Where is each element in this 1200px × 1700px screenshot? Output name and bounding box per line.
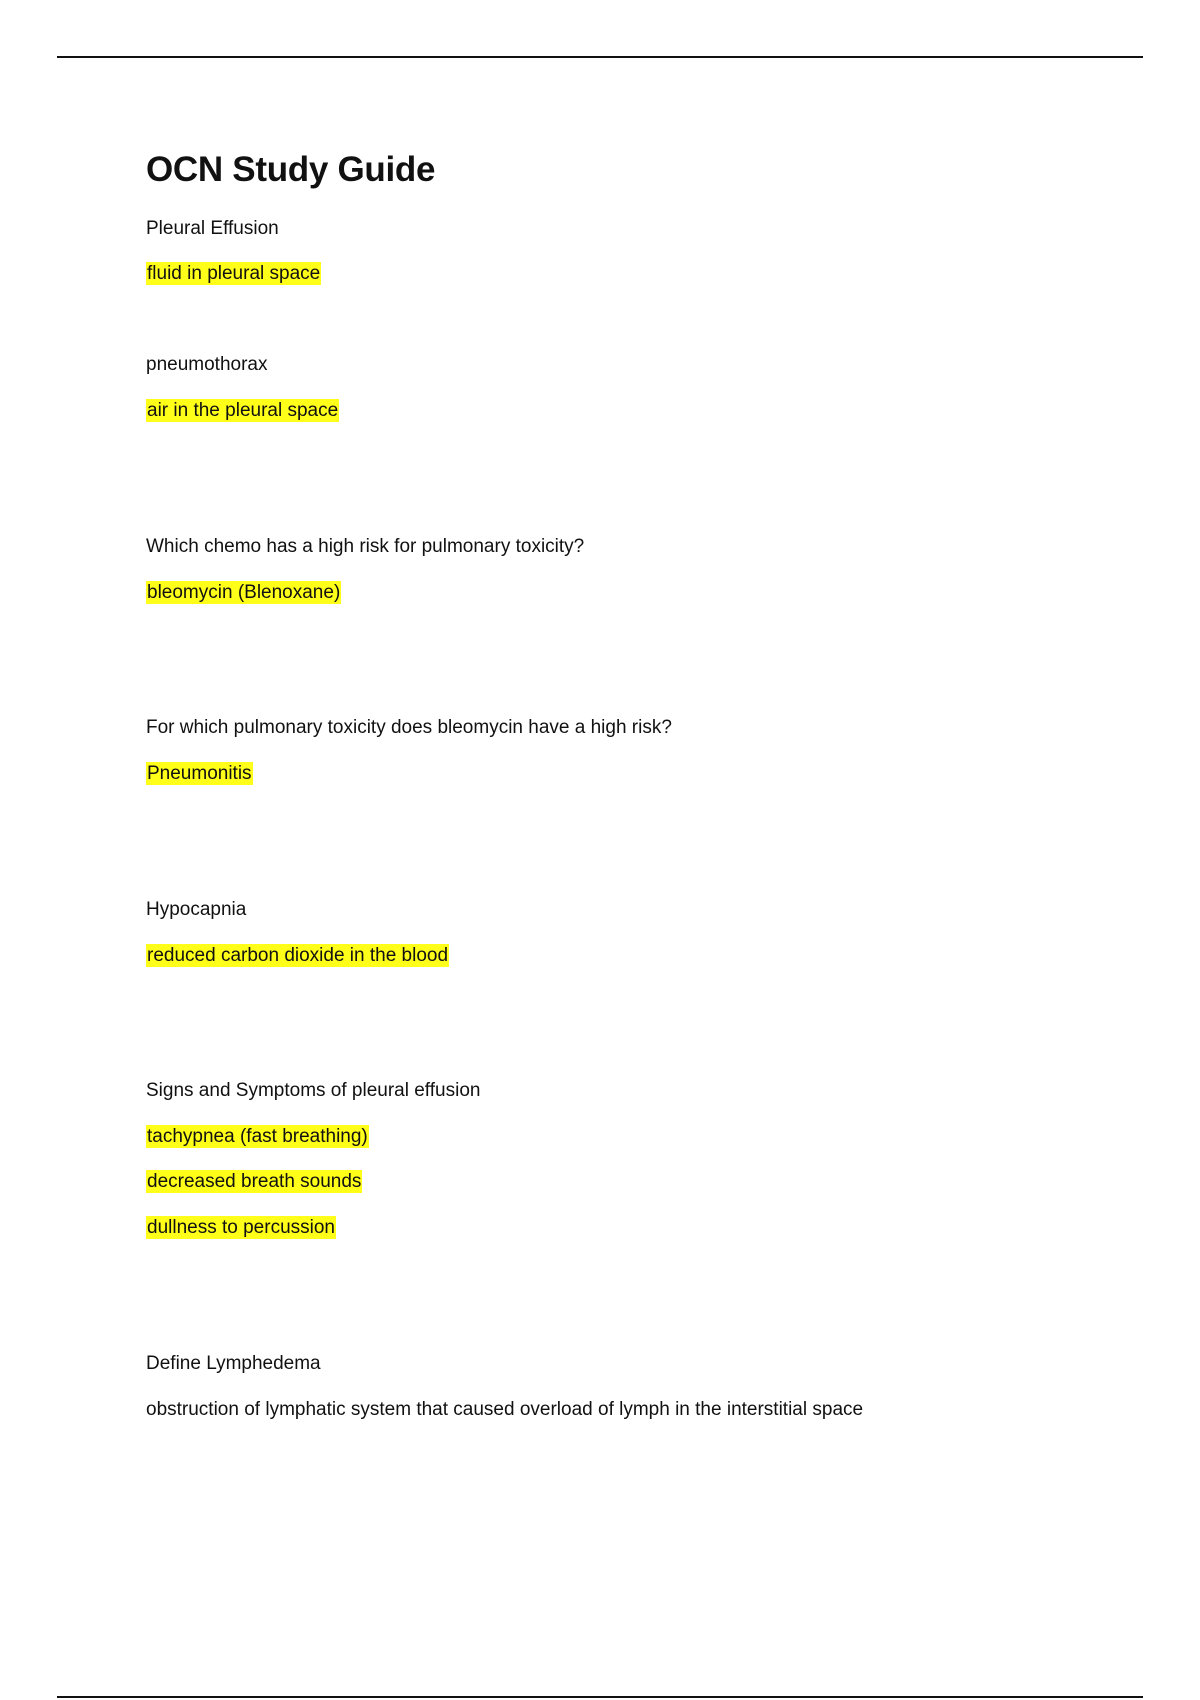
card-answer: [146, 761, 253, 787]
card-answer: [146, 580, 341, 606]
card-term: Pleural Effusion: [146, 218, 279, 239]
highlighted-answer: Pneumonitis: [147, 763, 252, 784]
card-term: Signs and Symptoms of pleural effusion: [146, 1080, 481, 1101]
bottom-rule: [57, 1696, 1143, 1698]
highlighted-answer: air in the pleural space: [147, 400, 339, 421]
highlighted-answer: fluid in pleural space: [147, 263, 321, 284]
card-term: pneumothorax: [146, 354, 268, 375]
card-answer: obstruction of lymphatic system that caused overload of lymph in the interstitial space: [146, 1399, 864, 1420]
page-title: OCN Study Guide: [146, 150, 436, 189]
card-term: Which chemo has a high risk for pulmonary toxicity?: [146, 536, 585, 557]
highlighted-answer: bleomycin (Blenoxane): [147, 582, 341, 603]
card-term: For which pulmonary toxicity does bleomycin have a high risk?: [146, 717, 672, 738]
card-answer: [146, 1124, 369, 1150]
card-answer: [146, 943, 449, 969]
highlighted-answer: decreased breath sounds: [147, 1171, 362, 1192]
card-answer: [146, 261, 321, 287]
highlighted-answer: reduced carbon dioxide in the blood: [147, 945, 449, 966]
card-term: Hypocapnia: [146, 899, 247, 920]
card-answer: [146, 1215, 336, 1241]
card-term: Define Lymphedema: [146, 1353, 321, 1374]
highlighted-answer: tachypnea (fast breathing): [147, 1126, 368, 1147]
card-answer: [146, 398, 339, 424]
top-rule: [57, 56, 1143, 58]
card-answer: [146, 1169, 362, 1195]
highlighted-answer: dullness to percussion: [147, 1217, 335, 1238]
